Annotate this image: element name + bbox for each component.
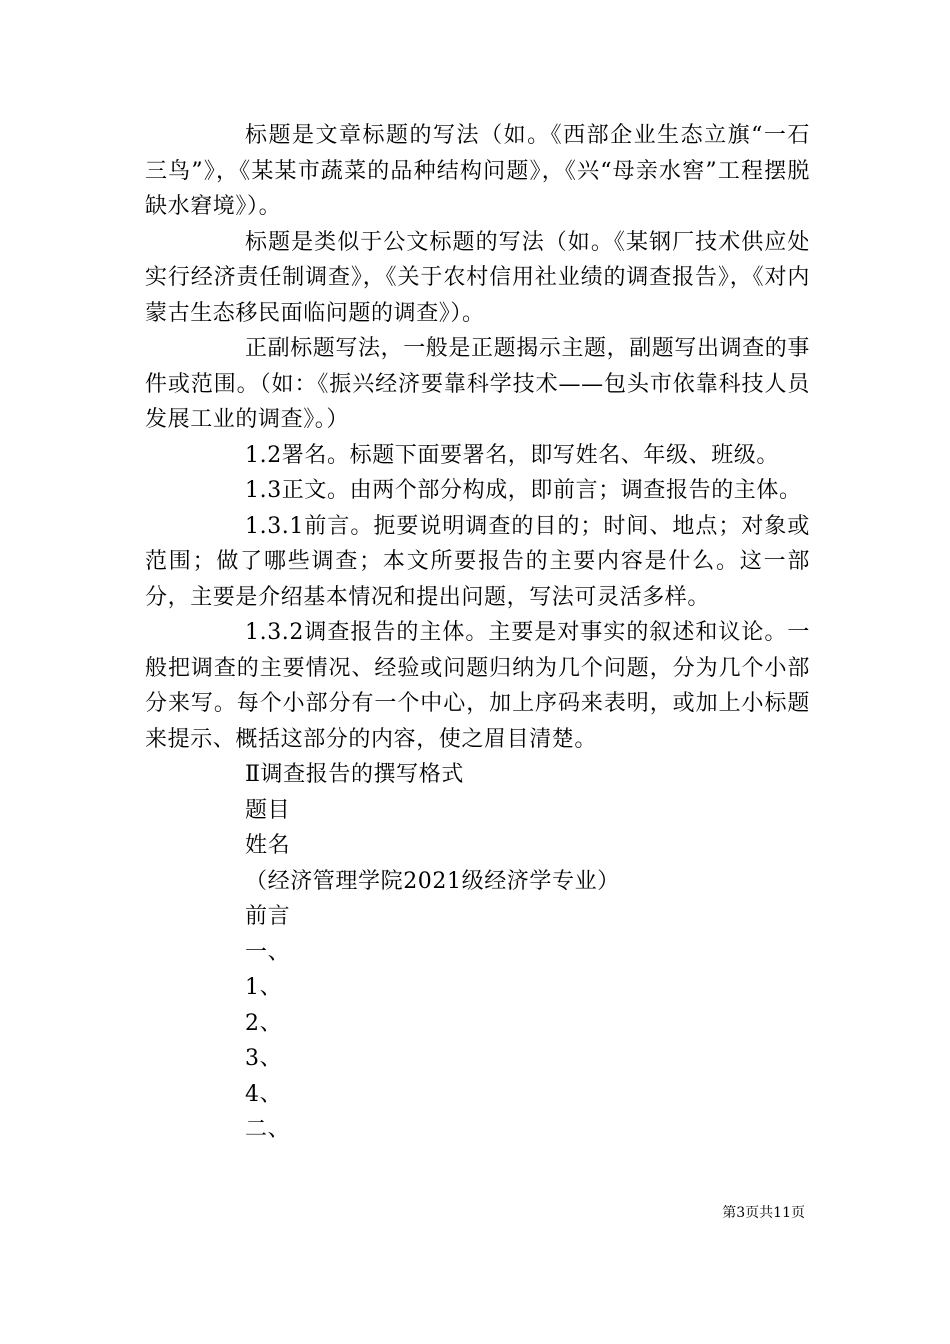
format-line-section-one: 一、 xyxy=(245,939,291,965)
format-line-item-4: 4、 xyxy=(245,1081,283,1107)
paragraph-signature: 1.2署名。标题下面要署名，即写姓名、年级、班级。 xyxy=(245,442,779,468)
format-line-section-two: 二、 xyxy=(245,1117,291,1142)
format-line-item-3: 3、 xyxy=(245,1046,283,1071)
page-number-footer: 第3页共11页 xyxy=(722,1205,805,1221)
section-heading-format: Ⅱ调查报告的撰写格式 xyxy=(245,762,464,787)
format-line-item-1: 1、 xyxy=(245,975,283,1000)
paragraph-preface: 1.3.1前言。扼要说明调查的目的；时间、地点；对象或范围；做了哪些调查；本文所要报告的主要内容是什么。这一部分，主要是介绍基本情况和提出问题，写法可灵活多样。 xyxy=(145,513,810,610)
format-line-item-2: 2、 xyxy=(245,1010,283,1036)
paragraph-report-main-body: 1.3.2调查报告的主体。主要是对事实的叙述和议论。一般把调查的主要情况、经验或问题归纳为几个问题，分为几个小部分来写。每个小部分有一个中心，加上序码来表明，或加上小标题来提示、概括这部分的内容，使之眉目清楚。 xyxy=(145,620,810,752)
paragraph-body-text: 1.3正文。由两个部分构成，即前言；调查报告的主体。 xyxy=(245,478,802,503)
format-line-name: 姓名 xyxy=(245,833,291,858)
format-line-title: 题目 xyxy=(245,797,291,823)
paragraph-main-subtitle-style: 正副标题写法，一般是正题揭示主题，副题写出调查的事件或范围。（如：《振兴经济要靠科学技术——包头市依靠科技人员发展工业的调查》。） xyxy=(145,336,811,432)
format-line-affiliation: （经济管理学院2021级经济学专业） xyxy=(245,868,620,894)
document-body xyxy=(145,118,810,1148)
paragraph-official-title-style: 标题是类似于公文标题的写法（如。《某钢厂技术供应处实行经济责任制调查》，《关于农村信用社业绩的调查报告》，《对内蒙古生态移民面临问题的调查》）。 xyxy=(145,229,810,326)
paragraph-article-title-style: 标题是文章标题的写法（如。《西部企业生态立旗“一石三鸟”》，《某某市蔬菜的品种结构问题》，《兴“母亲水窖”工程摆脱缺水窘境》）。 xyxy=(145,123,810,219)
format-line-preface: 前言 xyxy=(245,904,291,929)
